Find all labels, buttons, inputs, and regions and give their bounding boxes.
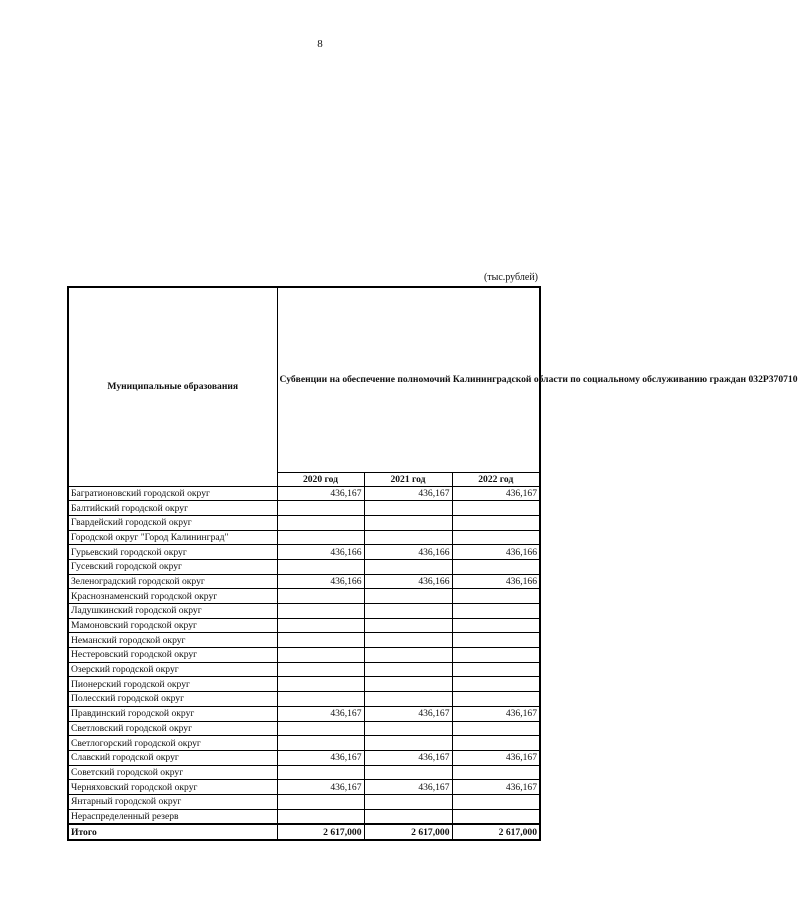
table-row xyxy=(68,721,540,736)
value-2022: 436,167 xyxy=(452,750,540,765)
table-row xyxy=(68,604,540,619)
municipality-name: Балтийский городской округ xyxy=(68,501,277,516)
municipality-name: Мамоновский городской округ xyxy=(68,618,277,633)
value-2021: 436,167 xyxy=(364,780,452,795)
value-2021: 436,167 xyxy=(364,750,452,765)
table-row xyxy=(68,648,540,663)
header-municipality: Муниципальные образования xyxy=(68,287,277,486)
table-row xyxy=(68,794,540,809)
municipality-name: Ладушкинский городской округ xyxy=(68,604,277,619)
units-label: (тыс.рублей) xyxy=(483,272,538,283)
subvention-table xyxy=(67,286,798,841)
value-2021 xyxy=(364,515,452,530)
value-2020: 436,167 xyxy=(277,750,364,765)
header-year-2022: 2022 год xyxy=(452,472,540,486)
value-2020 xyxy=(277,530,364,545)
table-row xyxy=(68,486,540,501)
value-2020: 436,166 xyxy=(277,545,364,560)
value-2020 xyxy=(277,662,364,677)
table-row xyxy=(68,574,540,589)
value-2021 xyxy=(364,662,452,677)
total-2022: 2 617,000 xyxy=(452,824,540,840)
value-2020: 436,167 xyxy=(277,780,364,795)
value-2020 xyxy=(277,648,364,663)
value-2020 xyxy=(277,765,364,780)
municipality-name: Озерский городской округ xyxy=(68,662,277,677)
table-row xyxy=(68,706,540,721)
value-2022 xyxy=(452,515,540,530)
table-row xyxy=(68,545,540,560)
value-2021 xyxy=(364,589,452,604)
value-2022: 436,167 xyxy=(452,486,540,501)
municipality-name: Гвардейский городской округ xyxy=(68,515,277,530)
value-2020 xyxy=(277,809,364,824)
total-row xyxy=(68,824,540,840)
municipality-name: Светлогорский городской округ xyxy=(68,736,277,751)
value-2020 xyxy=(277,501,364,516)
municipality-name: Черняховский городской округ xyxy=(68,780,277,795)
municipality-name: Багратионовский городской округ xyxy=(68,486,277,501)
table-row xyxy=(68,692,540,707)
value-2021 xyxy=(364,501,452,516)
municipality-name: Нестеровский городской округ xyxy=(68,648,277,663)
value-2022: 436,167 xyxy=(452,706,540,721)
value-2022 xyxy=(452,589,540,604)
municipality-name: Советский городской округ xyxy=(68,765,277,780)
municipality-name: Краснознаменский городской округ xyxy=(68,589,277,604)
municipality-name: Пионерский городской округ xyxy=(68,677,277,692)
value-2022 xyxy=(452,794,540,809)
value-2021 xyxy=(364,794,452,809)
header-year-2021: 2021 год xyxy=(364,472,452,486)
table-row xyxy=(68,809,540,824)
municipality-name: Правдинский городской округ xyxy=(68,706,277,721)
value-2021: 436,166 xyxy=(364,574,452,589)
value-2020 xyxy=(277,794,364,809)
table-row xyxy=(68,662,540,677)
value-2022 xyxy=(452,809,540,824)
municipality-name: Гусевский городской округ xyxy=(68,559,277,574)
table-row xyxy=(68,736,540,751)
value-2022 xyxy=(452,618,540,633)
municipality-name: Гурьевский городской округ xyxy=(68,545,277,560)
total-label: Итого xyxy=(68,824,277,840)
municipality-name: Янтарный городской округ xyxy=(68,794,277,809)
table-row xyxy=(68,750,540,765)
value-2020 xyxy=(277,515,364,530)
total-2021: 2 617,000 xyxy=(364,824,452,840)
value-2021 xyxy=(364,618,452,633)
value-2020 xyxy=(277,604,364,619)
table-row xyxy=(68,677,540,692)
value-2021 xyxy=(364,559,452,574)
table-row xyxy=(68,515,540,530)
value-2021 xyxy=(364,677,452,692)
table-body xyxy=(68,486,540,824)
header-year-2020: 2020 год xyxy=(277,472,364,486)
value-2020 xyxy=(277,633,364,648)
value-2020: 436,167 xyxy=(277,486,364,501)
municipality-name: Полесский городской округ xyxy=(68,692,277,707)
value-2022 xyxy=(452,662,540,677)
value-2021: 436,167 xyxy=(364,486,452,501)
table-row xyxy=(68,780,540,795)
table-row xyxy=(68,530,540,545)
value-2020 xyxy=(277,692,364,707)
value-2021 xyxy=(364,648,452,663)
value-2022 xyxy=(452,530,540,545)
value-2022: 436,166 xyxy=(452,574,540,589)
value-2021 xyxy=(364,692,452,707)
value-2021 xyxy=(364,633,452,648)
table-row xyxy=(68,765,540,780)
value-2022 xyxy=(452,765,540,780)
header-subvention: Субвенции на обеспечение полномочий Калининградской области по социальному обслуживанию граждан 032P370710 xyxy=(277,287,540,472)
value-2021 xyxy=(364,721,452,736)
municipality-name: Неманский городской округ xyxy=(68,633,277,648)
value-2020 xyxy=(277,559,364,574)
value-2022 xyxy=(452,633,540,648)
table-row xyxy=(68,559,540,574)
municipality-name: Славский городской округ xyxy=(68,750,277,765)
value-2021 xyxy=(364,736,452,751)
value-2021 xyxy=(364,765,452,780)
total-2020: 2 617,000 xyxy=(277,824,364,840)
municipality-name: Городской округ "Город Калининград" xyxy=(68,530,277,545)
table-row xyxy=(68,618,540,633)
value-2021 xyxy=(364,530,452,545)
table-row xyxy=(68,633,540,648)
table-row xyxy=(68,501,540,516)
municipality-name: Зеленоградский городской округ xyxy=(68,574,277,589)
value-2022 xyxy=(452,736,540,751)
value-2020 xyxy=(277,589,364,604)
value-2022 xyxy=(452,648,540,663)
value-2022: 436,166 xyxy=(452,545,540,560)
municipality-name: Нераспределенный резерв xyxy=(68,809,277,824)
value-2022 xyxy=(452,677,540,692)
value-2022 xyxy=(452,721,540,736)
value-2021 xyxy=(364,809,452,824)
page-number: 8 xyxy=(317,38,323,50)
value-2020: 436,167 xyxy=(277,706,364,721)
value-2022 xyxy=(452,692,540,707)
value-2022 xyxy=(452,501,540,516)
table-row xyxy=(68,589,540,604)
municipality-name: Светловский городской округ xyxy=(68,721,277,736)
value-2020 xyxy=(277,736,364,751)
value-2021: 436,166 xyxy=(364,545,452,560)
value-2022 xyxy=(452,604,540,619)
value-2021 xyxy=(364,604,452,619)
value-2022: 436,167 xyxy=(452,780,540,795)
value-2020 xyxy=(277,618,364,633)
value-2022 xyxy=(452,559,540,574)
value-2020 xyxy=(277,721,364,736)
value-2020 xyxy=(277,677,364,692)
value-2020: 436,166 xyxy=(277,574,364,589)
value-2021: 436,167 xyxy=(364,706,452,721)
